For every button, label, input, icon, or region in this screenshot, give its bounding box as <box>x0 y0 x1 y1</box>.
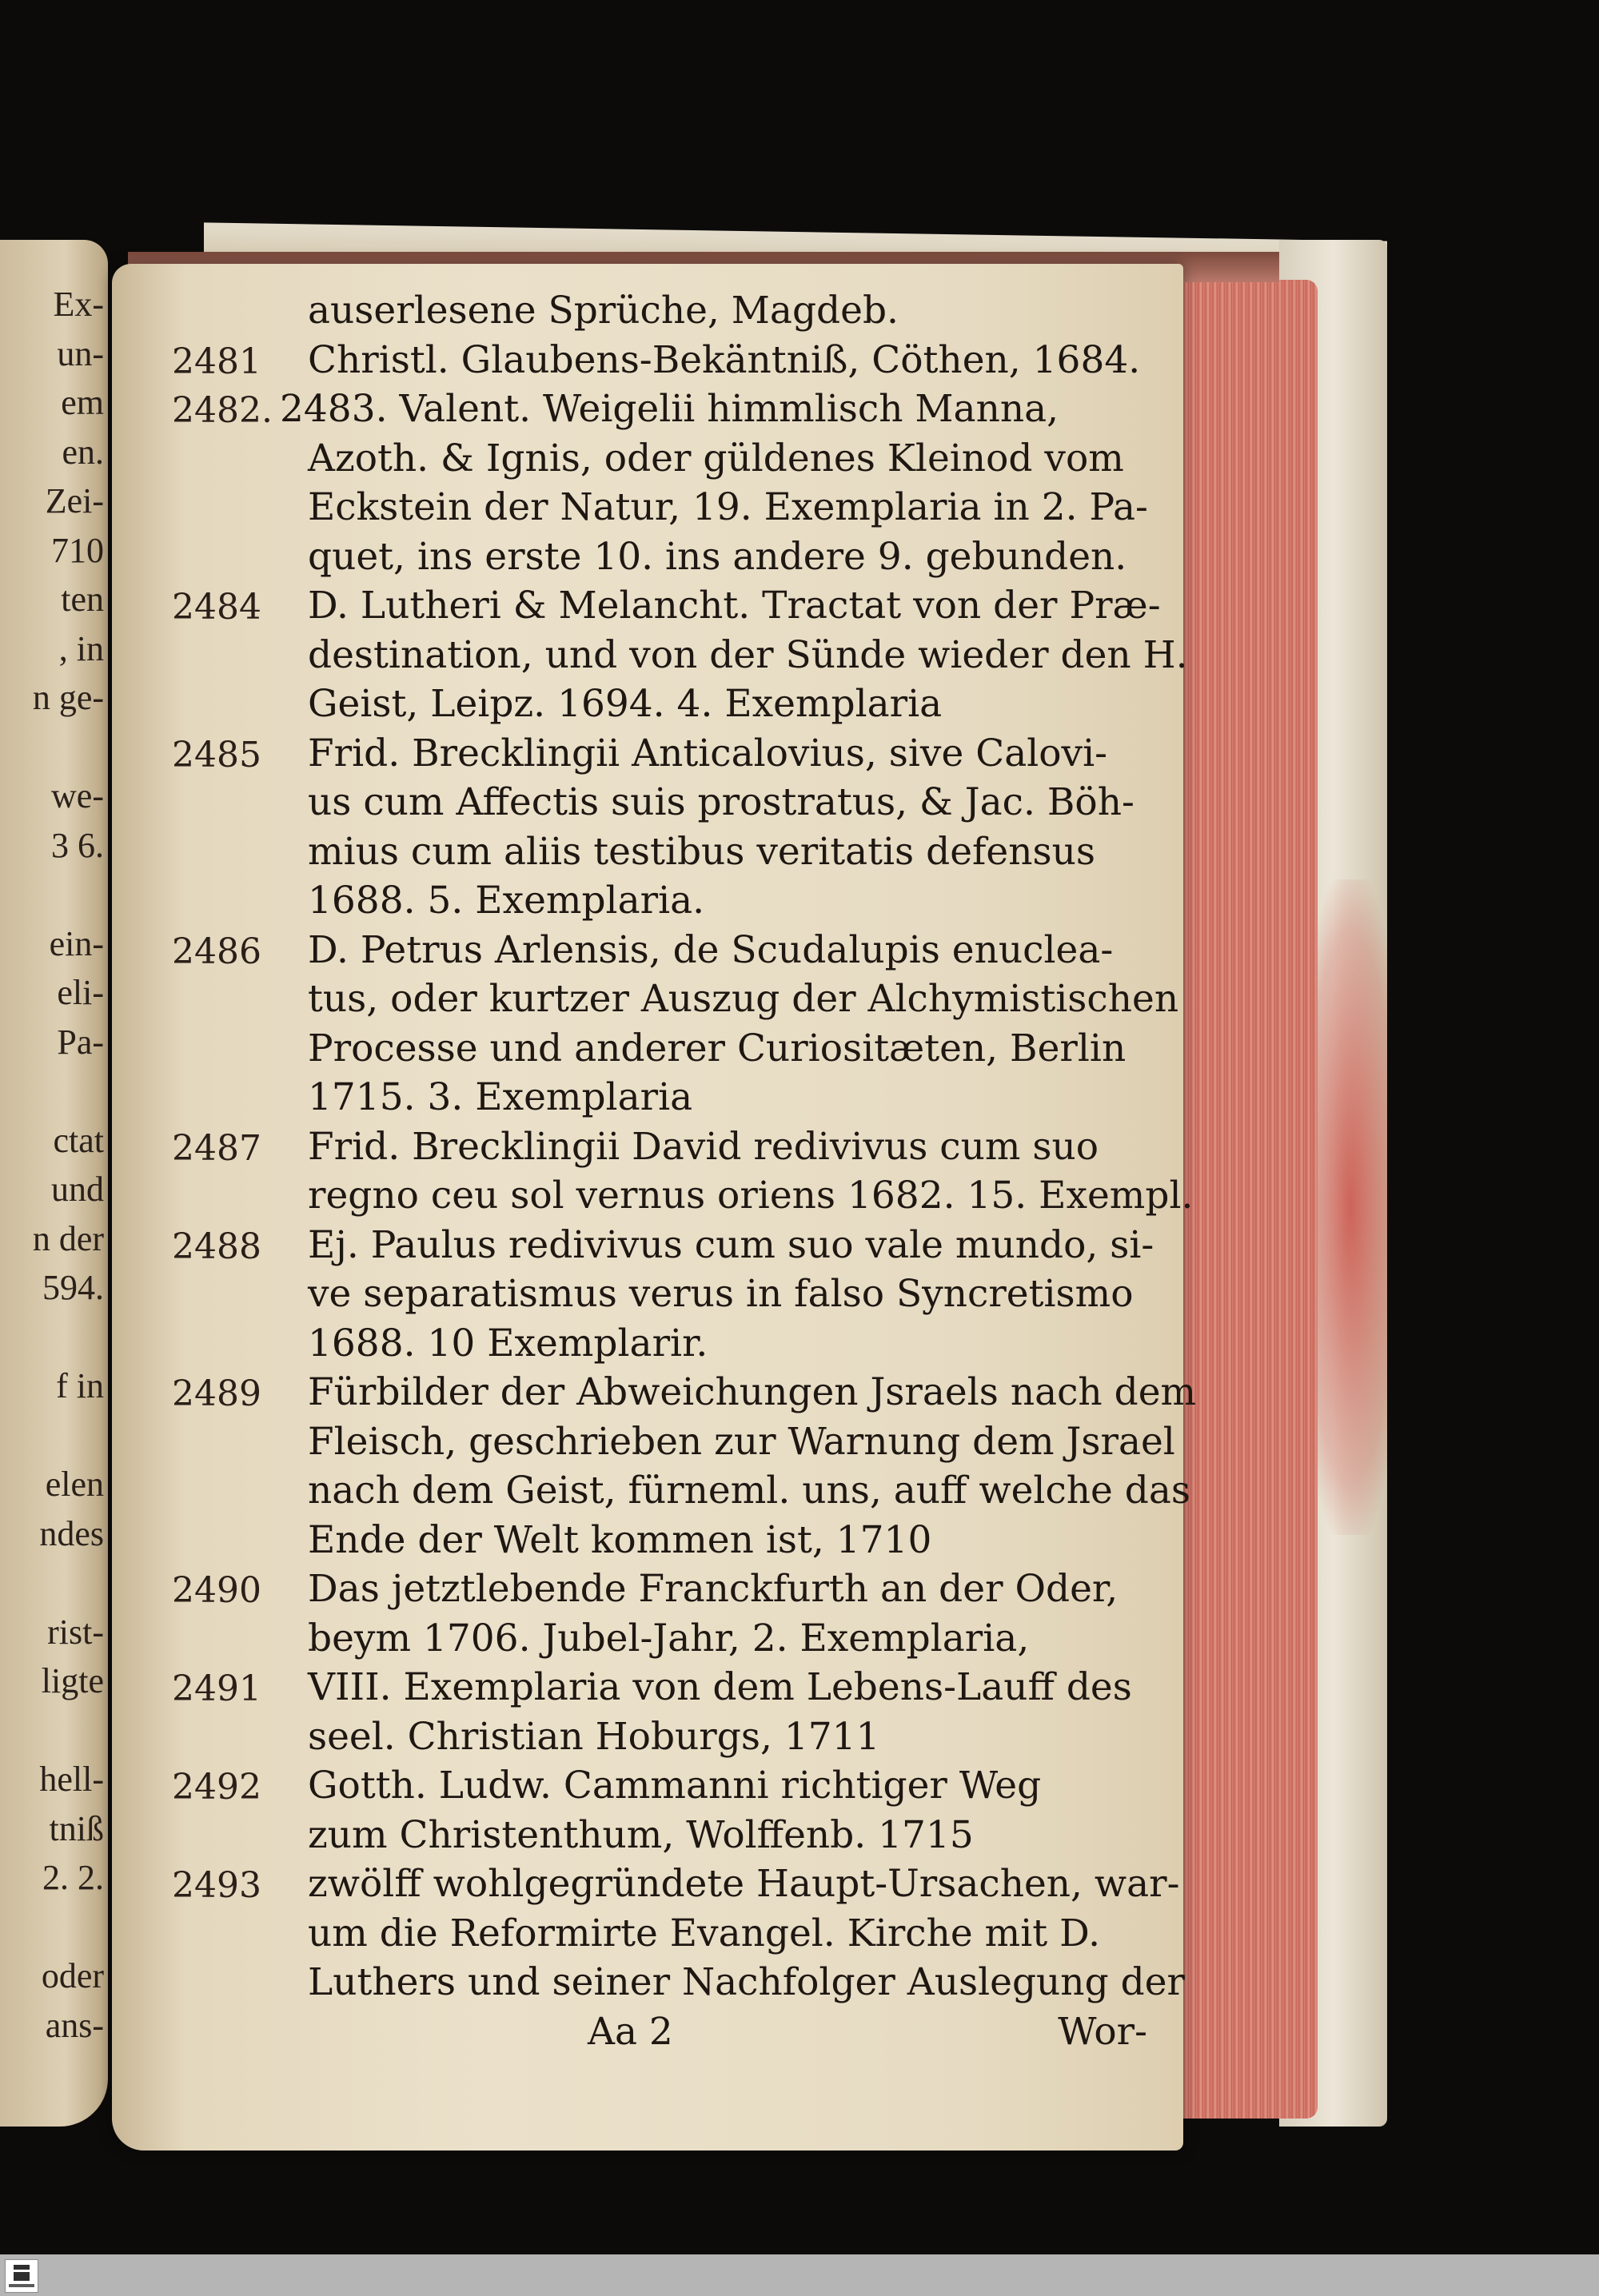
entry-text: Luthers und seiner Nachfolger Auslegung der <box>308 1960 1185 2004</box>
left-page-line: we- <box>51 776 104 815</box>
text-line <box>172 1368 1195 1417</box>
text-line <box>172 1466 1195 1516</box>
text-line <box>172 1417 1195 1467</box>
entry-text: Eckstein der Natur, 19. Exemplaria in 2. Pa- <box>308 485 1148 529</box>
entry-number: 2482. <box>172 390 273 431</box>
left-page-line: em <box>61 383 104 422</box>
left-page-line-ends <box>3 280 104 2050</box>
text-line <box>172 434 1195 484</box>
text-line <box>172 1122 1195 1172</box>
entry-text: D. Lutheri & Melancht. Tractat von der Præ- <box>308 584 1161 628</box>
entry-text: Fürbilder der Abweichungen Jsraels nach dem <box>308 1370 1197 1414</box>
entry-text: VIII. Exemplaria von dem Lebens-Lauff des <box>308 1665 1132 1709</box>
text-line <box>172 778 1195 827</box>
entry-text: Processe und anderer Curiositæten, Berlin <box>308 1026 1126 1070</box>
entry-number: 2481 <box>172 341 261 382</box>
left-page-fragment <box>0 240 108 2127</box>
text-line <box>172 1565 1195 1614</box>
entry-text: ve separatismus verus in falso Syncretismo <box>308 1272 1134 1316</box>
entry-text: Das jetztlebende Franckfurth an der Oder, <box>308 1567 1119 1611</box>
left-page-line <box>3 1706 104 1756</box>
left-page-line: ein- <box>49 923 104 963</box>
entry-text: Azoth. & Ignis, oder güldenes Kleinod vom <box>308 436 1124 480</box>
text-line <box>172 1516 1195 1565</box>
entry-text: beym 1706. Jubel-Jahr, 2. Exemplaria, <box>308 1616 1030 1660</box>
left-page-line <box>3 1903 104 1952</box>
left-page-line: rist- <box>47 1612 104 1652</box>
entry-text: um die Reformirte Evangel. Kirche mit D. <box>308 1911 1101 1955</box>
entry-text: tus, oder kurtzer Auszug der Alchymistischen <box>308 977 1179 1021</box>
entry-text: nach dem Geist, fürneml. uns, auff welche das <box>308 1469 1191 1513</box>
left-page-line: 3 6. <box>51 825 104 865</box>
entry-text: Ende der Welt kommen ist, 1710 <box>308 1517 932 1562</box>
entry-number: 2491 <box>172 1668 261 1709</box>
text-line <box>172 1319 1195 1369</box>
left-page-line: f in <box>56 1366 104 1405</box>
entry-number: 2485 <box>172 734 261 775</box>
entry-text: Ej. Paulus redivivus cum suo vale mundo, si- <box>308 1222 1154 1267</box>
left-page-line: ctat <box>53 1120 104 1160</box>
entry-text: destination, und von der Sünde wieder den H. <box>308 632 1188 677</box>
entry-text: us cum Affectis suis prostratus, & Jac. Böh- <box>308 780 1134 824</box>
text-line <box>172 1663 1195 1712</box>
left-page-line: n ge- <box>32 678 104 717</box>
text-line <box>172 385 1195 434</box>
entry-number: 2489 <box>172 1373 261 1414</box>
entry-number: 2486 <box>172 931 261 972</box>
text-line <box>172 1811 1195 1860</box>
text-line <box>172 1860 1195 1909</box>
entry-text: Fleisch, geschrieben zur Warnung dem Jsrael <box>308 1419 1175 1464</box>
left-page-line: eli- <box>57 973 104 1012</box>
catalog-text <box>172 286 1195 2056</box>
text-line <box>172 926 1195 975</box>
text-line <box>172 286 1195 336</box>
text-line <box>172 1712 1195 1762</box>
left-page-line <box>3 1558 104 1608</box>
left-page-line: ndes <box>39 1513 104 1553</box>
entry-text: zum Christenthum, Wolffenb. 1715 <box>308 1812 974 1857</box>
entry-text: 2483. Valent. Weigelii himmlisch Manna, <box>280 387 1059 431</box>
text-line <box>172 1909 1195 1959</box>
entry-text: regno ceu sol vernus oriens 1682. 15. Exempl. <box>308 1174 1194 1218</box>
text-line <box>172 1024 1195 1074</box>
left-page-line: Ex- <box>53 285 104 324</box>
entry-text: Gotth. Ludw. Cammanni richtiger Weg <box>308 1764 1042 1808</box>
entry-number: 2488 <box>172 1226 261 1267</box>
text-line <box>172 336 1195 385</box>
text-line <box>172 1171 1195 1221</box>
text-line <box>172 1614 1195 1664</box>
library-logo-icon[interactable] <box>5 2259 38 2293</box>
left-page-line: hell- <box>39 1760 104 1799</box>
left-page-line: ten <box>61 580 104 619</box>
text-line <box>172 1761 1195 1811</box>
text-line <box>172 1958 1195 2007</box>
left-page-line: ligte <box>41 1661 104 1700</box>
catchword-line <box>172 2007 1195 2057</box>
viewer-footer-bar <box>0 2254 1599 2296</box>
entry-text: Frid. Brecklingii David redivivus cum suo <box>308 1124 1099 1169</box>
entry-number: 2490 <box>172 1570 261 1611</box>
text-line <box>172 876 1195 926</box>
entry-text: Frid. Brecklingii Anticalovius, sive Calovi- <box>308 731 1108 775</box>
logo-mark <box>14 2265 30 2281</box>
text-line <box>172 483 1195 532</box>
entry-number: 2493 <box>172 1865 261 1906</box>
left-page-line <box>3 723 104 772</box>
left-page-line: oder <box>41 1956 104 1995</box>
text-line <box>172 1073 1195 1122</box>
entry-text: 1688. 10 Exemplarir. <box>308 1321 708 1365</box>
entry-text: 1688. 5. Exemplaria. <box>308 879 705 923</box>
red-fore-edge <box>1182 280 1318 2119</box>
left-page-line: 710 <box>51 530 104 570</box>
entry-number: 2484 <box>172 587 261 628</box>
entry-text: zwölff wohlgegründete Haupt-Ursachen, war- <box>308 1862 1180 1906</box>
logo-strip <box>9 2284 34 2287</box>
entry-text: 1715. 3. Exemplaria <box>308 1075 693 1119</box>
left-page-line: 2. 2. <box>42 1858 104 1897</box>
left-page-line <box>3 1411 104 1461</box>
entry-text: D. Petrus Arlensis, de Scudalupis enuclea- <box>308 927 1114 972</box>
left-page-line: Pa- <box>57 1022 104 1062</box>
text-line <box>172 827 1195 877</box>
text-line <box>172 729 1195 779</box>
entry-number: 2492 <box>172 1767 261 1808</box>
text-line <box>172 1221 1195 1270</box>
catchword: Wor- <box>1058 2009 1147 2054</box>
entry-number: 2487 <box>172 1127 261 1169</box>
left-page-line: un- <box>57 333 104 373</box>
left-page-line <box>3 1313 104 1362</box>
entry-text: Christl. Glaubens-Bekäntniß, Cöthen, 1684. <box>308 337 1141 382</box>
left-page-line <box>3 870 104 919</box>
text-line <box>172 581 1195 631</box>
left-page-line: en. <box>62 432 104 472</box>
text-line <box>172 680 1195 729</box>
left-page-line: und <box>51 1170 104 1209</box>
left-page-line <box>3 1066 104 1116</box>
left-page-line: , in <box>58 628 104 668</box>
left-page-line: 594. <box>42 1268 104 1307</box>
entry-text: seel. Christian Hoburgs, 1711 <box>308 1714 880 1759</box>
entry-text: Geist, Leipz. 1694. 4. Exemplaria <box>308 682 943 726</box>
left-page-line: tniß <box>49 1808 104 1848</box>
left-page-line: elen <box>45 1465 104 1504</box>
entry-text: quet, ins erste 10. ins andere 9. gebunden. <box>308 534 1127 579</box>
left-page-line: n der <box>32 1218 104 1258</box>
signature-mark: Aa 2 <box>588 2009 673 2054</box>
text-line <box>172 1270 1195 1319</box>
entry-text: auserlesene Sprüche, Magdeb. <box>308 289 899 333</box>
text-line <box>172 631 1195 680</box>
right-page <box>112 264 1197 2151</box>
text-line <box>172 975 1195 1024</box>
entry-text: mius cum aliis testibus veritatis defensus <box>308 829 1096 874</box>
left-page-line: Zei- <box>45 481 104 520</box>
left-page-line: ans- <box>45 2005 104 2045</box>
text-line <box>172 532 1195 582</box>
